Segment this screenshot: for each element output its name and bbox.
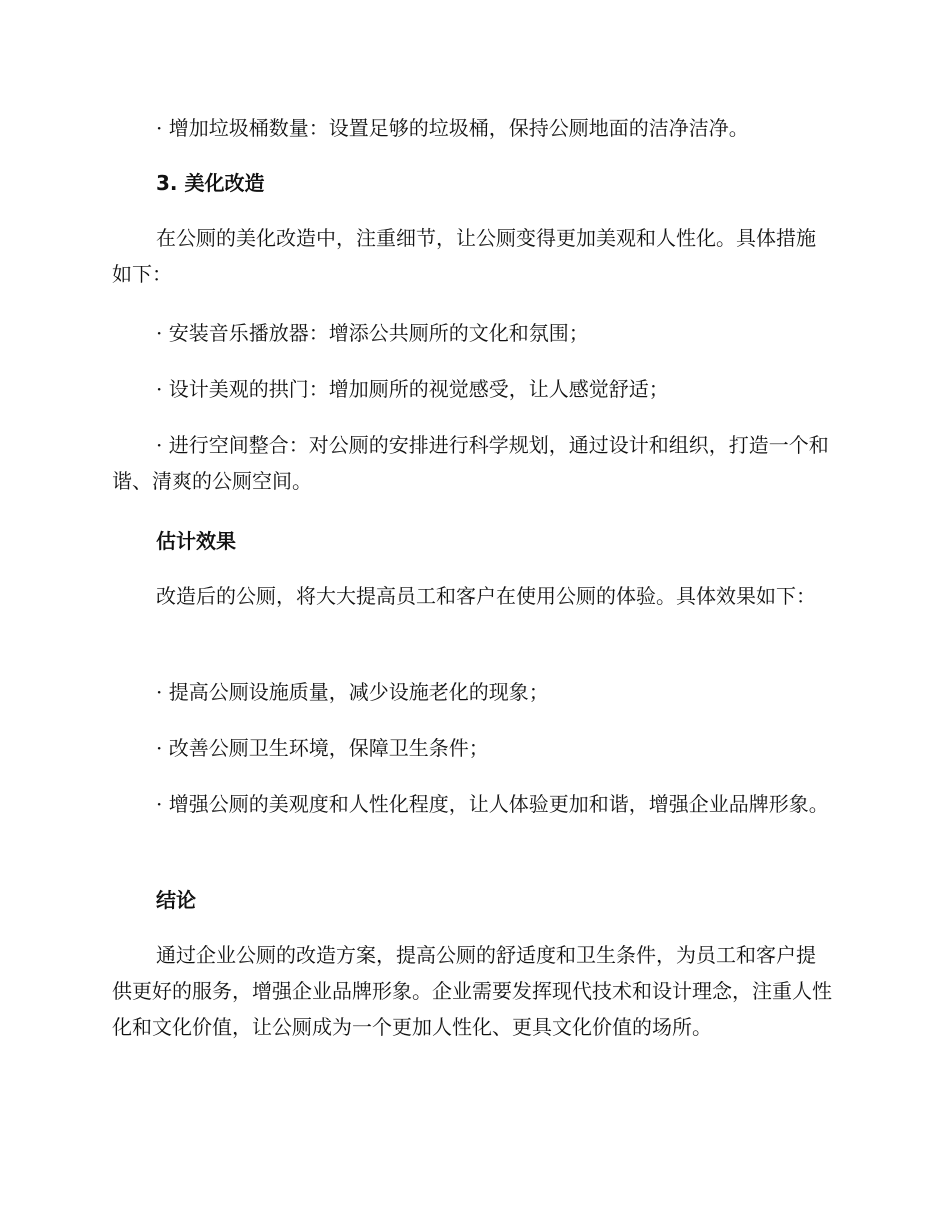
bullet-add-trash-bins: · 增加垃圾桶数量：设置足够的垃圾桶，保持公厕地面的洁净洁净。 [156, 116, 749, 140]
bullet-brand-image: · 增强公厕的美观度和人性化程度，让人体验更加和谐，增强企业品牌形象。 [156, 792, 829, 816]
section-heading-beautification: 3. 美化改造 [156, 171, 265, 195]
paragraph-beautification-intro: 在公厕的美化改造中，注重细节，让公厕变得更加美观和人性化。具体措施如下： [112, 226, 816, 286]
bullet-facility-quality: · 提高公厕设施质量，减少设施老化的现象； [156, 680, 549, 704]
section-heading-expected-effect: 估计效果 [156, 529, 236, 553]
paragraph-conclusion: 通过企业公厕的改造方案，提高公厕的舒适度和卫生条件，为员工和客户提供更好的服务，增强企业品牌形象。企业需要发挥现代技术和设计理念，注重人性化和文化价值，让公厕成为一个更加人性化、更具文化价值的场所。 [112, 943, 832, 1039]
bullet-hygiene: · 改善公厕卫生环境，保障卫生条件； [156, 736, 489, 760]
bullet-space-integration: · 进行空间整合：对公厕的安排进行科学规划，通过设计和组织，打造一个和谐、清爽的公厕空间。 [112, 433, 829, 493]
paragraph-effect-intro: 改造后的公厕，将大大提高员工和客户在使用公厕的体验。具体效果如下： [156, 584, 816, 608]
bullet-music-player: · 安装音乐播放器：增添公共厕所的文化和氛围； [156, 321, 589, 345]
bullet-arch-design: · 设计美观的拱门：增加厕所的视觉感受，让人感觉舒适； [156, 377, 669, 401]
section-heading-conclusion: 结论 [156, 888, 196, 912]
